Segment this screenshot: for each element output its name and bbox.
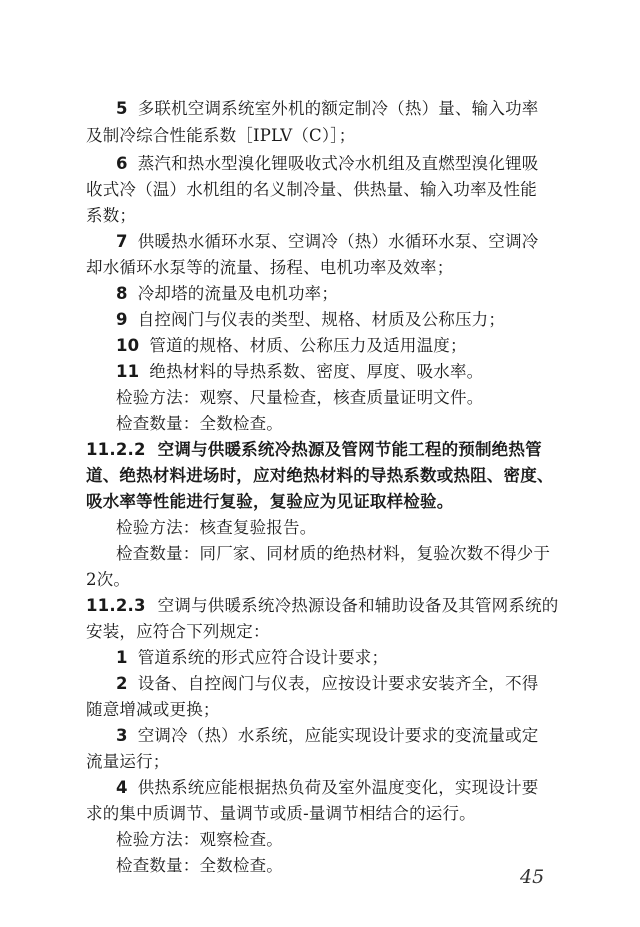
list-item: 9 自控阀门与仪表的类型、规格、材质及公称压力； xyxy=(116,310,506,329)
list-item: 8 冷却塔的流量及电机功率； xyxy=(116,284,339,303)
item-number: 1 xyxy=(116,648,128,667)
clause-heading: 11.2.3 空调与供暖系统冷热源设备和辅助设备及其管网系统的 xyxy=(86,596,559,615)
list-item-continuation: 随意增减或更换； xyxy=(86,700,220,719)
item-number: 4 xyxy=(116,778,128,797)
list-item-continuation: 收式冷（温）水机组的名义制冷量、供热量、输入功率及性能 xyxy=(86,180,537,199)
clause-text: 安装，应符合下列规定： xyxy=(86,622,270,641)
inspection-quantity: 检查数量：同厂家、同材质的绝热材料，复验次数不得少于 xyxy=(116,544,551,563)
item-number: 7 xyxy=(116,232,128,251)
item-number: 2 xyxy=(116,674,128,693)
page-number: 45 xyxy=(520,866,545,888)
inspection-method: 检验方法：观察检查。 xyxy=(116,830,283,849)
list-item: 4 供热系统应能根据热负荷及室外温度变化，实现设计要 xyxy=(116,778,539,797)
list-item: 3 空调冷（热）水系统，应能实现设计要求的变流量或定 xyxy=(116,726,539,745)
list-item: 11 绝热材料的导热系数、密度、厚度、吸水率。 xyxy=(116,362,484,381)
list-item: 5 多联机空调系统室外机的额定制冷（热）量、输入功率 xyxy=(116,99,539,118)
item-number: 3 xyxy=(116,726,128,745)
clause-text: 吸水率等性能进行复验，复验应为见证取样检验。 xyxy=(86,492,454,511)
list-item-continuation: 求的集中质调节、量调节或质-量调节相结合的运行。 xyxy=(86,804,476,823)
item-number: 8 xyxy=(116,284,128,303)
clause-heading: 11.2.2 空调与供暖系统冷热源及管网节能工程的预制绝热管 xyxy=(86,440,542,459)
inspection-method: 检验方法：核查复验报告。 xyxy=(116,518,317,537)
list-item: 10 管道的规格、材质、公称压力及适用温度； xyxy=(116,336,467,355)
list-item: 6 蒸汽和热水型溴化锂吸收式冷水机组及直燃型溴化锂吸 xyxy=(116,154,539,173)
inspection-quantity-continuation: 2次。 xyxy=(86,570,131,589)
item-number: 5 xyxy=(116,99,128,118)
list-item-continuation: 流量运行； xyxy=(86,752,170,771)
item-number: 10 xyxy=(116,336,140,355)
clause-text: 道、绝热材料进场时，应对绝热材料的导热系数或热阻、密度、 xyxy=(86,466,554,485)
list-item: 1 管道系统的形式应符合设计要求； xyxy=(116,648,389,667)
inspection-method: 检验方法：观察、尺量检查，核查质量证明文件。 xyxy=(116,388,484,407)
clause-number: 11.2.3 xyxy=(86,596,146,615)
list-item: 7 供暖热水循环水泵、空调冷（热）水循环水泵、空调冷 xyxy=(116,232,539,251)
list-item-continuation: 系数； xyxy=(86,206,137,225)
clause-number: 11.2.2 xyxy=(86,440,146,459)
item-number: 9 xyxy=(116,310,128,329)
list-item-continuation: 及制冷综合性能系数［IPLV（C）］； xyxy=(86,126,356,145)
inspection-quantity: 检查数量：全数检查。 xyxy=(116,856,283,875)
list-item-continuation: 却水循环水泵等的流量、扬程、电机功率及效率； xyxy=(86,258,454,277)
list-item: 2 设备、自控阀门与仪表，应按设计要求安装齐全，不得 xyxy=(116,674,539,693)
item-number: 11 xyxy=(116,362,140,381)
inspection-quantity: 检查数量：全数检查。 xyxy=(116,414,283,433)
item-number: 6 xyxy=(116,154,128,173)
